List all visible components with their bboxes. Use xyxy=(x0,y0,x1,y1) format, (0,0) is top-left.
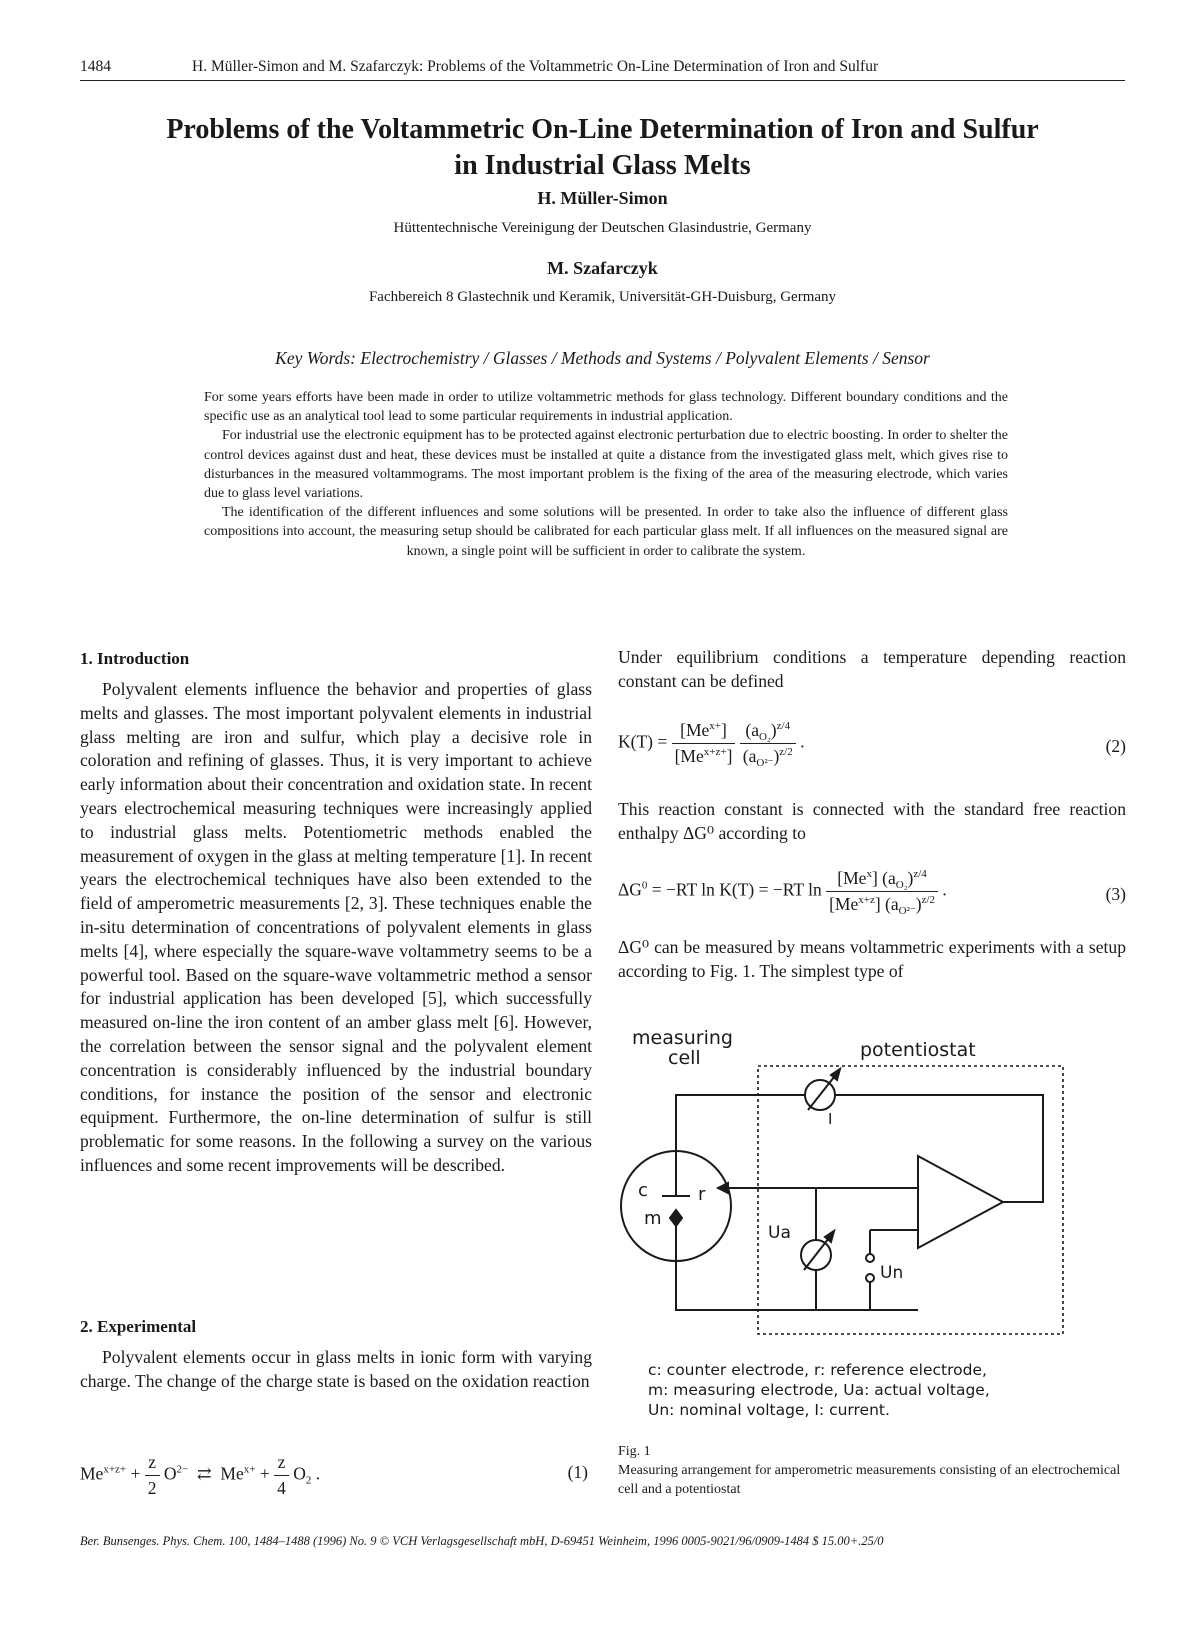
keywords: Key Words: Electrochemistry / Glasses / Methods and Systems / Polyvalent Elements / Sensor xyxy=(275,348,930,368)
right-column-text-1: Under equilibrium conditions a temperature depending reaction constant can be defined xyxy=(618,647,1126,691)
author-1: H. Müller-Simon xyxy=(537,188,668,208)
affiliation-2: Fachbereich 8 Glastechnik und Keramik, Universität-GH-Duisburg, Germany xyxy=(368,289,837,305)
figure-caption xyxy=(618,1442,1126,1499)
right-column-text-3: ΔG⁰ can be measured by means voltammetric experiments with a setup according to Fig. 1. The simplest type of xyxy=(618,937,1126,981)
section-heading-introduction: 1. Introduction xyxy=(80,649,190,668)
circuit-diagram xyxy=(618,1020,1088,1360)
section-heading-experimental: 2. Experimental xyxy=(80,1317,197,1336)
page-number: 1484 xyxy=(80,58,111,75)
label-cell: cell xyxy=(668,1047,701,1069)
label-current: I xyxy=(828,1110,833,1128)
label-m: m xyxy=(644,1208,662,1229)
paper-title xyxy=(80,112,1125,184)
footer-citation: Ber. Bunsenges. Phys. Chem. 100, 1484–1488 (1996) No. 9 © VCH Verlagsgesellschaft mbH, D-69451 Weinheim, 1996 0005-9021/96/0909-1484 $ 15.00+.25/0 xyxy=(80,1534,884,1548)
equation-3-number: (3) xyxy=(1105,884,1126,904)
running-title: H. Müller-Simon and M. Szafarczyk: Problems of the Voltammetric On-Line Determination of Iron and Sulfur xyxy=(192,58,879,75)
affiliation-1: Hüttentechnische Vereinigung der Deutschen Glasindustrie, Germany xyxy=(393,220,812,236)
label-nominal-voltage: Un xyxy=(880,1263,904,1283)
potentiostat-box xyxy=(758,1066,1063,1334)
label-c: c xyxy=(638,1180,648,1201)
section-experimental xyxy=(80,1316,592,1394)
figure-1 xyxy=(618,1020,1088,1440)
experimental-paragraph: Polyvalent elements occur in glass melts in ionic form with varying charge. The change of the charge state is based on the oxidation reaction xyxy=(80,1347,592,1391)
equation-2-number: (2) xyxy=(1105,736,1126,756)
equation-1: $Me^{x+z+}$ + $\frac{z}{2}$ $O^{2-}$ ⇄ $Me^{x+}$ + $\frac{z}{4}$ $O_2$ . (1) xyxy=(80,1452,588,1498)
introduction-paragraph: Polyvalent elements influence the behavior and properties of glass melts and glasses. The most important polyvalent elements in industrial glass melting are iron and sulfur, which play a decisive role in coloration and refining of glasses. Thus, it is very important to achieve early information about their concentration and oxidation state. In recent years electrochemical measuring techniques were increasingly applied to industrial glass melts. Potentiometric methods enabled the measurement of oxygen in the glass at melting temperature [1]. In recent years the electrochemical techniques have also been extended to the field of amperometric measurements [2, 3]. These techniques enable the in-situ determination of concentrations of polyvalent elements in glass melts [4], where especially the square-wave voltammetry seems to be a powerful tool. Based on the square-wave voltammetric method a sensor for industrial application has been developed [5], which successfully measured on-line the iron content of an amber glass melt [6]. However, the correlation between the sensor signal and the polyvalent element concentration is considerably influenced by the industrial boundary conditions, for instance the position of the sensor and electronic equipment. Furthermore, the on-line determination of sulfur is still problematic for some reasons. In the following a survey on the various influences and some recent improvements will be described. xyxy=(80,679,592,1175)
figure-caption-label: Fig. 1 xyxy=(618,1444,651,1459)
label-measuring: measuring xyxy=(632,1027,733,1049)
amplifier xyxy=(918,1156,1003,1248)
title-line-2: in Industrial Glass Melts xyxy=(454,150,751,181)
title-line-1: Problems of the Voltammetric On-Line Determination of Iron and Sulfur xyxy=(166,114,1039,145)
equation-3: $\Delta G^0 = -RT$ ln K(T) = −RT ln $\frac{[Me^x] (a_{O_2})^{z/4}}{[Me^{x+z}] (a_{O^{2-}})^{z/2}}$ . (3) xyxy=(618,868,1126,917)
figure-caption-text: Measuring arrangement for amperometric measurements consisting of an electrochemical cell and a potentiostat xyxy=(618,1463,1121,1497)
author-2: M. Szafarczyk xyxy=(547,258,658,278)
label-r: r xyxy=(698,1184,706,1205)
label-potentiostat: potentiostat xyxy=(860,1039,976,1061)
equation-1-number: (1) xyxy=(567,1462,588,1482)
abstract-paragraph-1: For some years efforts have been made in order to utilize voltammetric methods for glass technology. Different boundary conditions and the specific use as an analytical tool lead to some particular requirements in industrial application. xyxy=(204,390,1008,425)
equation-2: K(T) = $\frac{[Me^{x+}]}{[Me^{x+z+}]}$ $\frac{(a_{O_2})^{z/4}}{(a_{O^{2-}})^{z/2}}$ . (2) xyxy=(618,720,1126,769)
abstract-paragraph-3: The identification of the different influences and some solutions will be presented. In order to take also the influence of different glass compositions into account, the measuring setup should be calibrated for each particular glass melt. If all influences on the measured signal are known, a single point will be sufficient in order to calibrate the system. xyxy=(204,505,1008,559)
section-introduction xyxy=(80,648,592,1178)
figure-legend: c: counter electrode, r: reference electrode, m: measuring electrode, Ua: actual voltage, Un: nominal voltage, I: current. xyxy=(648,1361,990,1419)
running-head xyxy=(80,58,1125,81)
label-actual-voltage: Ua xyxy=(768,1223,791,1243)
abstract-paragraph-2: For industrial use the electronic equipment has to be protected against electronic perturbation due to electric boosting. In order to shelter the control devices against dust and heat, these devices must be installed at quite a distance from the investigated glass melt, which gives rise to disturbances in the measured voltammograms. The most important problem is the fixing of the area of the measuring electrode, which varies due to glass level variations. xyxy=(204,428,1008,502)
abstract xyxy=(204,388,1008,561)
right-column-text-2: This reaction constant is connected with the standard free reaction enthalpy ΔG⁰ according to xyxy=(618,799,1126,843)
